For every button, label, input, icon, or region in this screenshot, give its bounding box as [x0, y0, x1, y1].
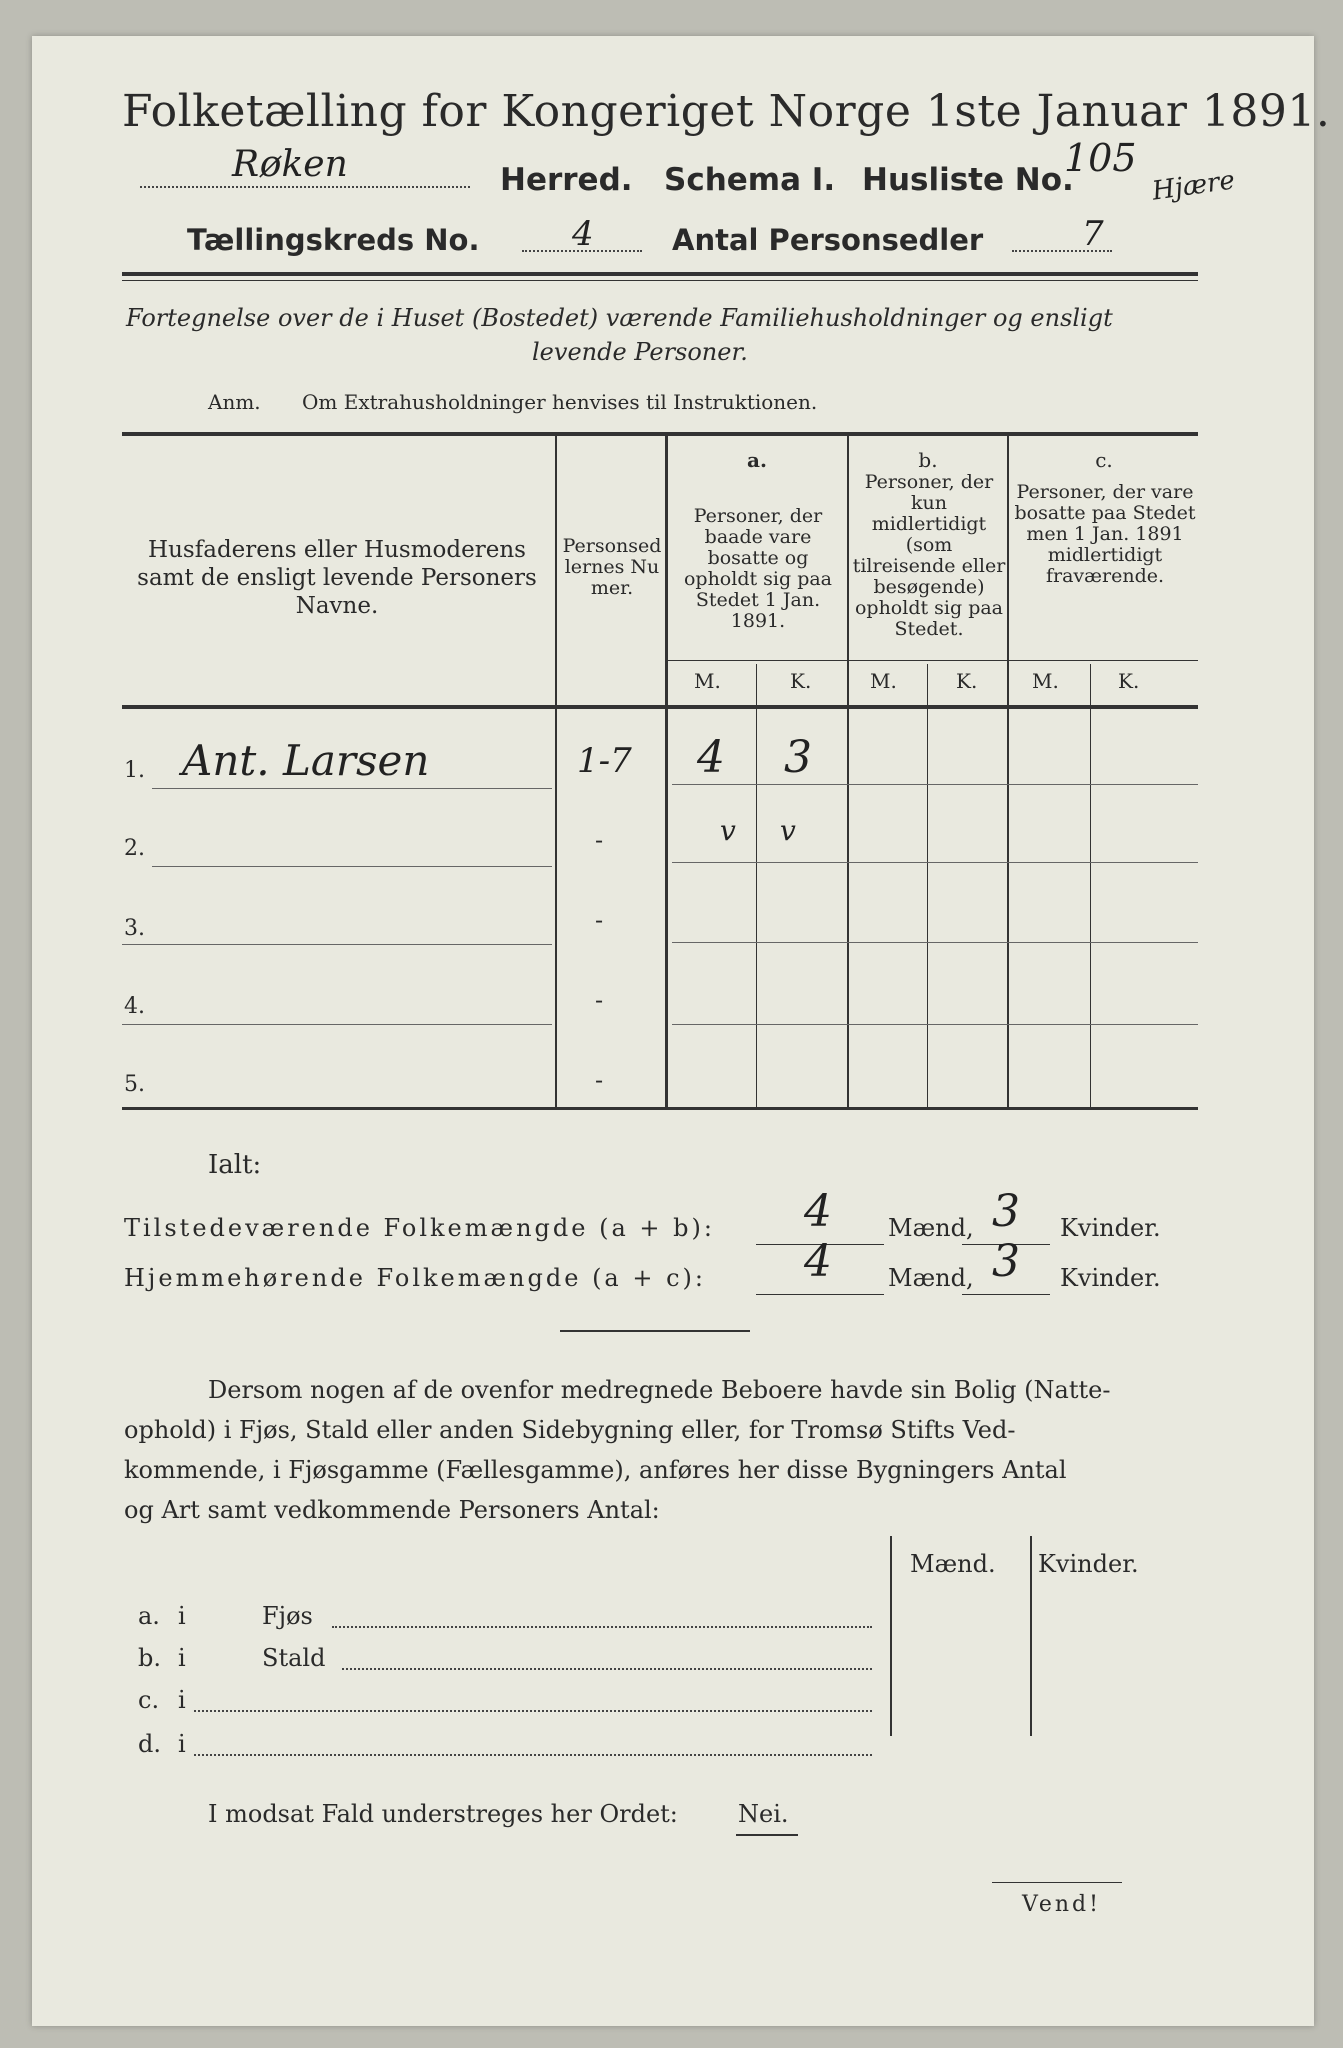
col-divider-b-mk — [927, 664, 928, 1108]
husliste-note: Hjære — [1150, 165, 1237, 207]
row-5-number: 5. — [124, 1072, 145, 1097]
hjemme-maend: Mænd, — [888, 1264, 974, 1292]
item-d-letter: d. — [138, 1730, 161, 1758]
item-d-prep: i — [178, 1730, 186, 1758]
header-c-m: M. — [1032, 669, 1059, 693]
header-rule — [122, 272, 1198, 276]
row-4-numer: - — [595, 986, 604, 1014]
col-divider-c-mk — [1090, 664, 1091, 1108]
row-4-line-cols — [672, 1024, 1198, 1025]
tilstede-label: Tilstedeværende Folkemængde (a + b): — [124, 1214, 715, 1242]
kreds-label: Tællingskreds No. — [187, 223, 480, 257]
herred-label: Herred. — [500, 162, 633, 198]
herred-dotline — [140, 186, 470, 188]
row-1-line — [152, 788, 552, 789]
nei-underline — [736, 1834, 798, 1836]
table-top-rule — [122, 432, 1198, 436]
anm-label: Anm. — [208, 390, 261, 414]
row-5-numer: - — [595, 1066, 604, 1094]
ialt-label: Ialt: — [208, 1150, 262, 1180]
header-c-k: K. — [1118, 669, 1140, 693]
bottom-col-maend: Mænd. — [910, 1550, 996, 1578]
header-a-text: Personer, der baade vare bosatte og opholdt sig paa Stedet 1 Jan. 1891. — [683, 505, 833, 632]
table-header-rule — [122, 705, 1198, 709]
item-a-label: Fjøs — [262, 1602, 313, 1630]
tilstede-maend: Mænd, — [888, 1214, 974, 1242]
kreds-value: 4 — [572, 214, 594, 254]
item-a-letter: a. — [138, 1602, 160, 1630]
row-2-line-cols — [672, 862, 1198, 863]
antal-label: Antal Personsedler — [672, 223, 984, 257]
item-b-label: Stald — [262, 1644, 326, 1672]
anm-text: Om Extrahusholdninger henvises til Instruktionen. — [302, 390, 818, 414]
header-a-m: M. — [694, 669, 721, 693]
item-b-letter: b. — [138, 1644, 161, 1672]
item-a-prep: i — [178, 1602, 186, 1630]
row-2-line — [152, 866, 552, 867]
hjemme-m-line — [756, 1294, 884, 1295]
row-3-number: 3. — [124, 916, 145, 941]
hjemme-k-line — [962, 1294, 1050, 1295]
antal-value: 7 — [1082, 214, 1104, 254]
husliste-label: Husliste No. — [862, 162, 1074, 198]
header-c-letter: c. — [1095, 448, 1113, 472]
item-b-dotline — [342, 1668, 872, 1670]
row-1-a-k: 3 — [784, 732, 812, 783]
row-2-a-k: v — [780, 814, 796, 847]
row-1-line-cols — [672, 784, 1198, 785]
col-divider-b — [1007, 436, 1009, 1108]
para-line-4: og Art samt vedkommende Personers Antal: — [124, 1496, 660, 1524]
vend-rule — [992, 1882, 1122, 1883]
row-3-line-cols — [672, 942, 1198, 943]
row-1-a-m: 4 — [697, 732, 725, 783]
intro-line-2: levende Personer. — [532, 338, 748, 366]
row-2-number: 2. — [124, 836, 145, 861]
row-4-line — [122, 1024, 552, 1025]
header-c-text: Personer, der vare bosatte paa Stedet men 1 Jan. 1891 midlertidigt fraværende. — [1014, 481, 1196, 587]
row-3-line — [122, 944, 552, 945]
para-line-2: ophold) i Fjøs, Stald eller anden Sidebygning eller, for Tromsø Stifts Ved- — [124, 1416, 1016, 1444]
item-d-dotline — [194, 1754, 872, 1756]
row-2-a-m: v — [720, 814, 736, 847]
row-3-numer: - — [595, 906, 604, 934]
row-1-number: 1. — [124, 758, 145, 783]
header-b-text: Personer, der kun midlertidigt (som tilreisende eller besøgende) opholdt sig paa Stedet. — [852, 471, 1006, 640]
tilstede-kvinder: Kvinder. — [1060, 1214, 1161, 1242]
tilstede-k-value: 3 — [992, 1186, 1020, 1237]
row-4-number: 4. — [124, 994, 145, 1019]
item-c-prep: i — [178, 1686, 186, 1714]
form-title: Folketælling for Kongeriget Norge 1ste Januar 1891. — [122, 86, 1331, 137]
hjemme-m-value: 4 — [804, 1236, 832, 1287]
para-line-1: Dersom nogen af de ovenfor medregnede Beboere havde sin Bolig (Natte- — [208, 1376, 1111, 1404]
item-a-dotline — [332, 1626, 872, 1628]
row-2-numer: - — [595, 826, 604, 854]
header-b-m: M. — [870, 669, 897, 693]
bottom-col-kvinder: Kvinder. — [1038, 1550, 1139, 1578]
header-b-k: K. — [956, 669, 978, 693]
row-1-numer: 1-7 — [577, 741, 632, 781]
hjemme-k-value: 3 — [992, 1236, 1020, 1287]
vend-text: Vend! — [1022, 1892, 1101, 1917]
header-b-letter: b. — [918, 448, 938, 472]
separator-rule — [560, 1330, 750, 1332]
para-line-3: kommende, i Fjøsgamme (Fællesgamme), anføres her disse Bygningers Antal — [124, 1456, 1067, 1484]
header-a-k: K. — [790, 669, 812, 693]
bottom-col-divider-2 — [1030, 1536, 1032, 1736]
hjemme-kvinder: Kvinder. — [1060, 1264, 1161, 1292]
col-divider-a-mk — [756, 664, 757, 1108]
mk-rule — [668, 660, 1198, 661]
bottom-col-divider-1 — [890, 1536, 892, 1736]
header-rule-thin — [122, 280, 1198, 281]
item-c-dotline — [194, 1710, 872, 1712]
intro-line-1: Fortegnelse over de i Huset (Bostedet) værende Familiehusholdninger og ensligt — [126, 304, 1113, 332]
census-form-page — [32, 36, 1331, 2026]
item-b-prep: i — [178, 1644, 186, 1672]
table-bottom-rule — [122, 1107, 1198, 1110]
tilstede-m-value: 4 — [804, 1186, 832, 1237]
col-divider-a — [847, 436, 849, 1108]
row-1-name: Ant. Larsen — [182, 736, 430, 785]
herred-handwritten: Røken — [232, 144, 348, 185]
col-divider-name — [555, 436, 557, 1108]
item-c-letter: c. — [138, 1686, 160, 1714]
schema-label: Schema I. — [664, 162, 836, 198]
hjemme-label: Hjemmehørende Folkemængde (a + c): — [124, 1264, 706, 1292]
col-divider-numer — [665, 436, 668, 1108]
header-numer: Personsedlernes Numer. — [562, 535, 662, 599]
header-a-letter: a. — [747, 448, 767, 472]
modsat-text: I modsat Fald understreges her Ordet: — [208, 1800, 678, 1828]
husliste-value: 105 — [1064, 136, 1137, 180]
nei-word: Nei. — [738, 1800, 789, 1828]
header-name: Husfaderens eller Husmoderens samt de ensligt levende Personers Navne. — [137, 537, 537, 619]
